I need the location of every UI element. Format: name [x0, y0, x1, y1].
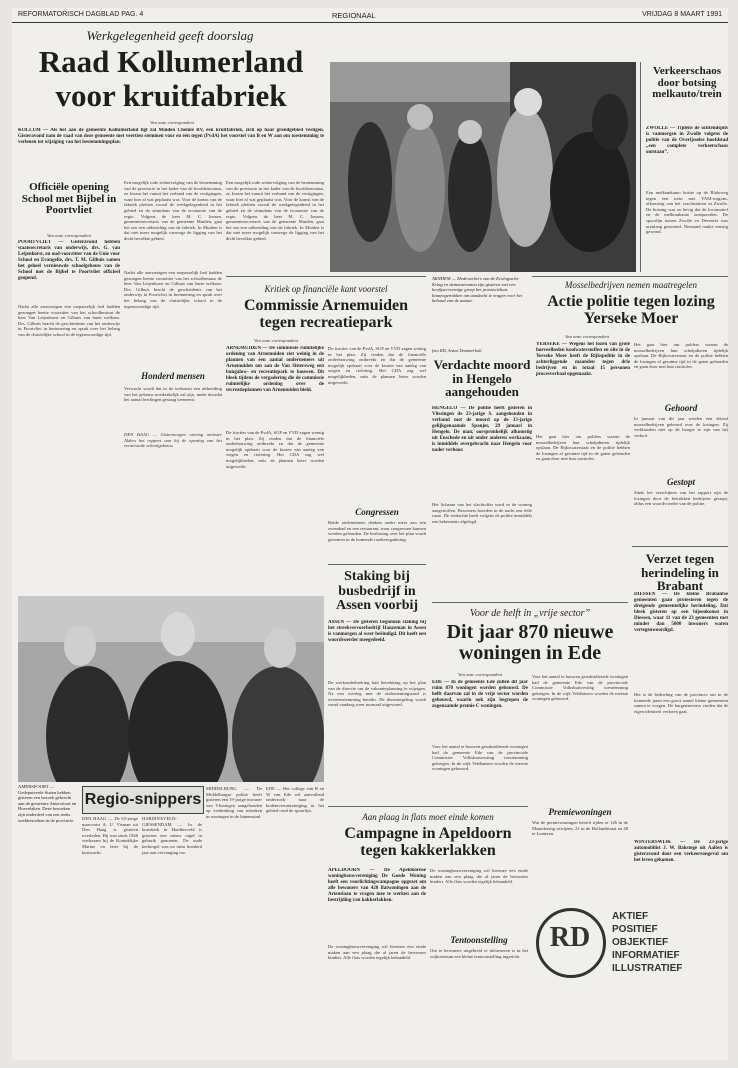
housing-lead: EDE — In de gemeente Ede zullen dit jaar ruim 870 woningen worden gebouwd. De helft daarvan zal in de vrije sector worden gebouwd, waarin ook zijn begrepen de zogenaamde premie C woningen. — [432, 680, 528, 709]
apeldoorn-sub-body: Om te bewoners uitgebreid te informeren is in het wijkcentrum een kleine tentoonstelling ingericht. — [430, 948, 528, 959]
recreation-body-col2: De fracties van de PvdA, SGP en VVD zagen weinig in het plan. Zij vinden dat de financiële onderbouwing ontbreekt en dat de gemeente mogelijk opdraait voor de kosten van aanleg van wegen en riolering. Het CDA zag wel mogelijkheden, mits de plannen beter worden uitgewerkt. — [328, 346, 426, 385]
apeldoorn-sub: Tentoonstelling — [450, 936, 508, 945]
mussels-sub-body: In januari van dit jaar werden een drietal mosselbedrijven gehoord over de lozingen. Zij verklaarden niet op de hoogte te zijn van het verbod. — [634, 416, 728, 438]
apeldoorn-lead: APELDOORN — De Apeldoornse woningbouwvereniging De Goede Woning heeft een voorlichtingscampagne opgezet om alle bewoners van 420 flatwoningen aan de Arienslaan te vragen mee te werken aan de bestrijding van kakkerlakken. — [328, 868, 426, 903]
mussels-sub: Gehoord — [664, 404, 698, 413]
mussels-sub2-body: Sinds het verschijnen van het rapport zijn de lozingen door de betrokken bedrijven gestopt, aldus een woordvoerder van de politie. — [634, 490, 728, 507]
rd-slogan: OBJEKTIEF — [612, 937, 669, 948]
rd-slogan: POSITIEF — [612, 924, 658, 935]
housing-body: Voor het aantal te bouwen gesubsidieerde woningen had de gemeente Ede van de provinciale Commissie Volkshuisvesting toestemming gekregen. In de wijk Veldhuizen worden de meeste woningen gebouwd. — [432, 744, 528, 772]
photo-officials — [18, 596, 324, 782]
lead-byline: Van onze correspondent — [150, 120, 194, 125]
rd-slogan: INFORMATIEF — [612, 950, 680, 961]
housing-headline: Dit jaar 870 nieuwe woningen in Ede — [446, 622, 614, 664]
lead-intro: KOLLUM — Als het aan de gemeente Kollumerland ligt zal Muiden Chemie BV, een kruitfabriek, zich op haar grondgebied vestigen. Gisteravond nam de raad van deze gemeente met veertien stemmen voor en één tegen (PvdA) het voorstel van B en W aan om toestemming te verlenen tot wijziging van het bestemmingsplan. — [18, 128, 324, 145]
busbedrijf-body: De werkonderbreking had betrekking op het plan van de directie om de vakantieplanning te wijzigen. Na een overleg met de ondernemingsraad is overeenstemming bereikt. De dienstregeling wordt vanaf vandaag weer normaal uitgevoerd. — [328, 680, 426, 708]
mussels-body: Het gaat hier om polders waarin de mosselbedrijven hun schelpdieren tijdelijk opslaan. De Rijkswaterstaat en de politie hebben de lozingen al geruime tijd in de gaten gehouden en gaan door met hun controles. — [536, 434, 630, 462]
regio-box — [82, 786, 204, 814]
brabant-headline: Verzet tegen herindeling in Brabant — [641, 552, 719, 593]
housing-sub: Premiewoningen — [548, 808, 612, 817]
lead-headline-1: Raad Kollumerland — [38, 46, 304, 79]
rd-logo: RD — [549, 922, 591, 953]
school-byline: Van onze correspondent — [47, 233, 91, 238]
school-lead: POORTVLIET — Gisteravond hebben staatssecretaris van onderwijs, drs. G. van Leijenhorst, en oud-voorzitter van de Unie voor School en Evangelie, drs. T. M. Gilhuis samen het geheel vernieuwde schoolgebouw van de School met de Bijbel te Poortvliet officieel geopend. — [18, 240, 120, 281]
housing-body-col2: Voor het aantal te bouwen gesubsidieerde woningen had de gemeente Ede van de provinciale Commissie Volkshuisvesting toestemming gekregen. In de wijk Veldhuizen worden de meeste woningen gebouwd. — [532, 674, 628, 702]
apeldoorn-kicker: Aan plaag in flats moet einde komen — [362, 812, 494, 822]
lead-body-col1: Een mogelijk rode achtervolging van de bestemming van de provincie in het kader van de hoofdstructuur, zo kwam het vanuit het verband van de vestigingen, waar hier al wat geplaatst was. Voor de komst van de fabriek pleitten vooral de werkgelegenheid in het gebied en de stimulans van de economie van de regio. Volgens de heer M. C. Jonsen, gemeentesecretaris van de gemeente Muiden, gaat het om een uitbreiding van de fabriek. In Muiden is dat niet meer mogelijk vanwege de ligging van het dicht bevolkte gebied. — [124, 180, 222, 241]
school-sub-body: Verwacht wordt dat in de toekomst een uitbreiding van het gebouw noodzakelijk zal zijn, mede doordat het aantal leerlingen gestaag toeneemt. — [124, 386, 222, 403]
rd-slogan: AKTIEF — [612, 911, 649, 922]
busbedrijf-lead: ASSEN — De gisteren begonnen staking bij het streekvervoerbedrijf Hanzeman in Assen is vanmorgen al weer beëindigd. Dit heeft een woordvoerder meegedeeld. — [328, 620, 426, 643]
mussels-lead: YERSEKE — Wegens het lozen van grote hoeveelheden koolwaterstoffen en olie in de Yerseke Moer heeft de Rijkspolitie in de achterliggende maanden tegen drie bedrijven en in totaal 15 personen procesverbaal opgemaakt. — [536, 342, 630, 377]
apeldoorn-headline: Campagne in Apeldoorn tegen kakkerlakken — [344, 826, 512, 859]
mussels-headline: Actie politie tegen lozing Yerseke Moer — [547, 294, 715, 327]
apeldoorn-body: De woningbouwvereniging wil hiermee een einde maken aan een plaag die al jaren de bewoners hindert. Alle flats worden tegelijk behandeld. — [328, 944, 426, 961]
mussels-body-col2: Het gaat hier om polders waarin de mosselbedrijven hun schelpdieren tijdelijk opslaan. De Rijkswaterstaat en de politie hebben de lozingen al geruime tijd in de gaten gehouden en gaan door met hun controles. — [634, 342, 728, 370]
recreation-lead: ARNEMUIDEN — De commissie ruimtelijke ordening van Arnemuiden ziet weinig in de plannen van een aantal ondernemers uit Arnemuiden om aan de Van Sittersweg een bungalow- en recreatiepark te bouwen. Dit bleek tijdens de vergadering die de commissie ruimtelijke ordening over de recreatieplannen van Arnemuiden hield. — [226, 346, 324, 393]
mussels-byline: Van onze correspondent — [565, 334, 609, 339]
regio-item-2: HARDINXVELD-GIESSENDAM — In de kruiskerk in Hardinxveld is gisteren een nieuw orgel in gebruik genomen. De oude kerkorgel was na ruim honderd jaar aan vervanging toe. — [142, 816, 202, 855]
newspaper-page — [12, 8, 728, 1060]
brabant-lead: DIESSEN — De kleine Brabantse gemeenten gaan protesteren tegen de dreigende gemeentelijke herindeling. Dat bleek gisteren op een bijeenkomst in Diessen, waar 11 van de 23 gemeenten met minder dan 5000 inwoners waren vertegenwoordigd. — [634, 592, 728, 633]
traffic-lead: ZWOLLE — Tijdens de ochtendspits is vanmorgen in Zwolle volgens de politie van de Overijsselse hoofdstad „een complete verkeerschaos ontstaan”. — [646, 126, 728, 155]
lead-headline-2: voor kruitfabriek — [55, 80, 287, 113]
brabant-dateline: WINTERSWIJK — De 23-jarige automobilist J. W. Bakstege uit Aalten is gisteravond door een verkeersongeval om het leven gekomen. — [634, 840, 728, 863]
regio-item-1: DEN HAAG — De 63-jarige marconist A. U. Visman uit Den Haag is gisteren overleden. Hij was sinds 1946 werkzaam bij de Koninklijke Marine en later bij de kustwacht. — [82, 816, 138, 855]
photo-bottom-caption: AMERSFOORT — Gedeputeerde Staten hebben gisteren een bezoek gebracht aan de gemeente Amersfoort en Hoevelaken. Deze bezoeken zijn onderdeel van een reeks werkbezoeken in de provincie. — [18, 784, 77, 823]
regio-title: Regio-snippers — [84, 791, 202, 808]
apeldoorn-body-col2: De woningbouwvereniging wil hiermee een einde maken aan een plaag die al jaren de bewoners hindert. Alle flats worden tegelijk behandeld. — [430, 868, 528, 885]
school-headline: Officiële opening School met Bijbel in Poortvliet — [21, 182, 117, 217]
housing-kicker: Voor de helft in „vrije sector” — [469, 608, 591, 619]
traffic-headline: Verkeerschaos door botsing melkauto/trein — [652, 66, 722, 101]
recreation-headline: Commissie Arnemuiden tegen recreatiepark — [244, 298, 408, 331]
rd-slogan: ILLUSTRATIEF — [612, 963, 683, 974]
suspect-headline: Verdachte moord in Hengelo aangehouden — [433, 358, 531, 399]
header-left: REFORMATORISCH DAGBLAD PAG. 4 — [18, 11, 144, 18]
traffic-body: Een melktankauto botste op de Blaloweg tegen een trein met VAM-wagons, afkomstig van het vrachtstation in Zwolle. De botsing was zo hevig dat de locomotief en de melktankauto ontspoorden. De spoorlijn tussen Zwolle en Deventer was urenlang gestremd. Niemand raakte ernstig gewond. — [646, 190, 728, 235]
recreation-sub-body: Beide ondernemers denken onder meer aan een zwembad en een restaurant, waar congressen kunnen worden gehouden. De beslissing over het plan wordt genomen in de komende raadsvergadering. — [328, 520, 426, 542]
school-body-col2: Nadat alle aanwezigen een toepasselijk lied hadden gezongen heette voorzitter van het schoolbestuur de heer Van Leijenhorst en Gilhuis van harte welkom. Drs. Gilhuis bracht de geschiedenis van het onderwijs in Poortvliet in herinnering en sprak over het belang van de christelijke school in de tegenwoordige tijd. — [124, 270, 222, 309]
header-right: VRIJDAG 8 MAART 1991 — [642, 11, 722, 18]
school-dateline: DEN HAAG — Gistermorgen ontving minister Alders het rapport aan bij de opening van het vernieuwde schoolgebouw. — [124, 432, 222, 449]
rd-slogans — [612, 910, 724, 975]
recreation-byline: Van onze correspondent — [254, 338, 298, 343]
brabant-body: Het is de bedoeling van de provincie om in de komende jaren een groot aantal kleine gemeenten samen te voegen. De burgemeesters vinden dat de eigen identiteit verloren gaat. — [634, 692, 728, 714]
housing-byline: Van onze correspondent — [458, 672, 502, 677]
photo-top-caption: ARNHEM — Medewerkers van de Ecologische Kring en demonstranten zijn gisteren met een hoefijzervormige groep het provinciehuis binnengetrokken om aandacht te vragen voor het behoud van de natuur. — [432, 276, 523, 304]
regio-item-4: EDE — Het college van B en W van Ede wil aanvullend onderzoek naar de bodemverontreiniging in het gebied rond de spoorlijn. — [266, 786, 324, 814]
suspect-lead: HENGELO — De politie heeft gisteren in Vlissingen de 23-jarige S. aangehouden in verband met de moord op de 33-jarige gelijkgenaamde Spanjer, 29 januari in Hengelo. De man, oorspronkelijk afkomstig uit Enschede en uit onder anderen werkzaam, is inmiddels overgebracht naar Hengelo voor nader verhoor. — [432, 406, 532, 453]
rd-stamp — [532, 902, 728, 998]
mussels-sub2: Gestopt — [667, 478, 695, 487]
header-center: REGIONAAL — [332, 11, 376, 20]
recreation-sub: Congressen — [355, 508, 399, 517]
photo-demonstrants — [330, 62, 636, 272]
suspect-body: Het lichaam van het slachtoffer werd in de woning aangetroffen. Bewoners hoorden in de nacht een felle ruzie. De verdachte heeft volgens de politie inmiddels een bekentenis afgelegd. — [432, 502, 532, 524]
housing-sub-body: Wat de premiewoningen betreft rijden er 126 in de Maandereng verrijzen, 21 in de Hoflandstraat en 48 te Lunteren. — [532, 820, 628, 837]
recreation-kicker: Kritiek op financiële kant voorstel — [264, 284, 388, 294]
lead-body-col2: Een mogelijk rode achtervolging van de bestemming van de provincie in het kader van de hoofdstructuur, zo kwam het vanuit het verband van de vestigingen, waar hier al wat geplaatst was. Voor de komst van de fabriek pleitten vooral de werkgelegenheid in het gebied en de stimulans van de economie van de regio. Volgens de heer M. C. Jonsen, gemeentesecretaris van de gemeente Muiden, gaat het om een uitbreiding van de fabriek. In Muiden is dat niet meer mogelijk vanwege de ligging van het dicht bevolkte gebied. — [226, 180, 324, 241]
school-sub: Honderd mensen — [141, 372, 205, 381]
mussels-kicker: Mosselbedrijven nemen maatregelen — [564, 280, 698, 290]
page-header — [12, 8, 728, 23]
regio-item-3: MIDDELBURG — De Middelburgse politie heeft gisteren een 19-jarige inwoner van Vlissingen aangehouden op verdenking van inbraken in woningen in de binnenstad. — [206, 786, 262, 819]
busbedrijf-headline: Staking bij busbedrijf in Assen voorbij — [335, 570, 419, 614]
recreation-body: De fracties van de PvdA, SGP en VVD zagen weinig in het plan. Zij vinden dat de financiële onderbouwing ontbreekt en dat de gemeente mogelijk opdraait voor de kosten van aanleg van wegen en riolering. Het CDA zag wel mogelijkheden, mits de plannen beter worden uitgewerkt. — [226, 430, 324, 469]
school-body: Nadat alle aanwezigen een toepasselijk lied hadden gezongen heette voorzitter van het schoolbestuur de heer Van Leijenhorst en Gilhuis van harte welkom. Drs. Gilhuis bracht de geschiedenis van het onderwijs in Poortvliet in herinnering en sprak over het belang van de christelijke school in de tegenwoordige tijd. — [18, 304, 120, 337]
lead-kicker: Werkgelegenheid geeft doorslag — [86, 28, 254, 43]
photo-top-credit: foto RD, Anton Dommerholt — [432, 348, 482, 353]
